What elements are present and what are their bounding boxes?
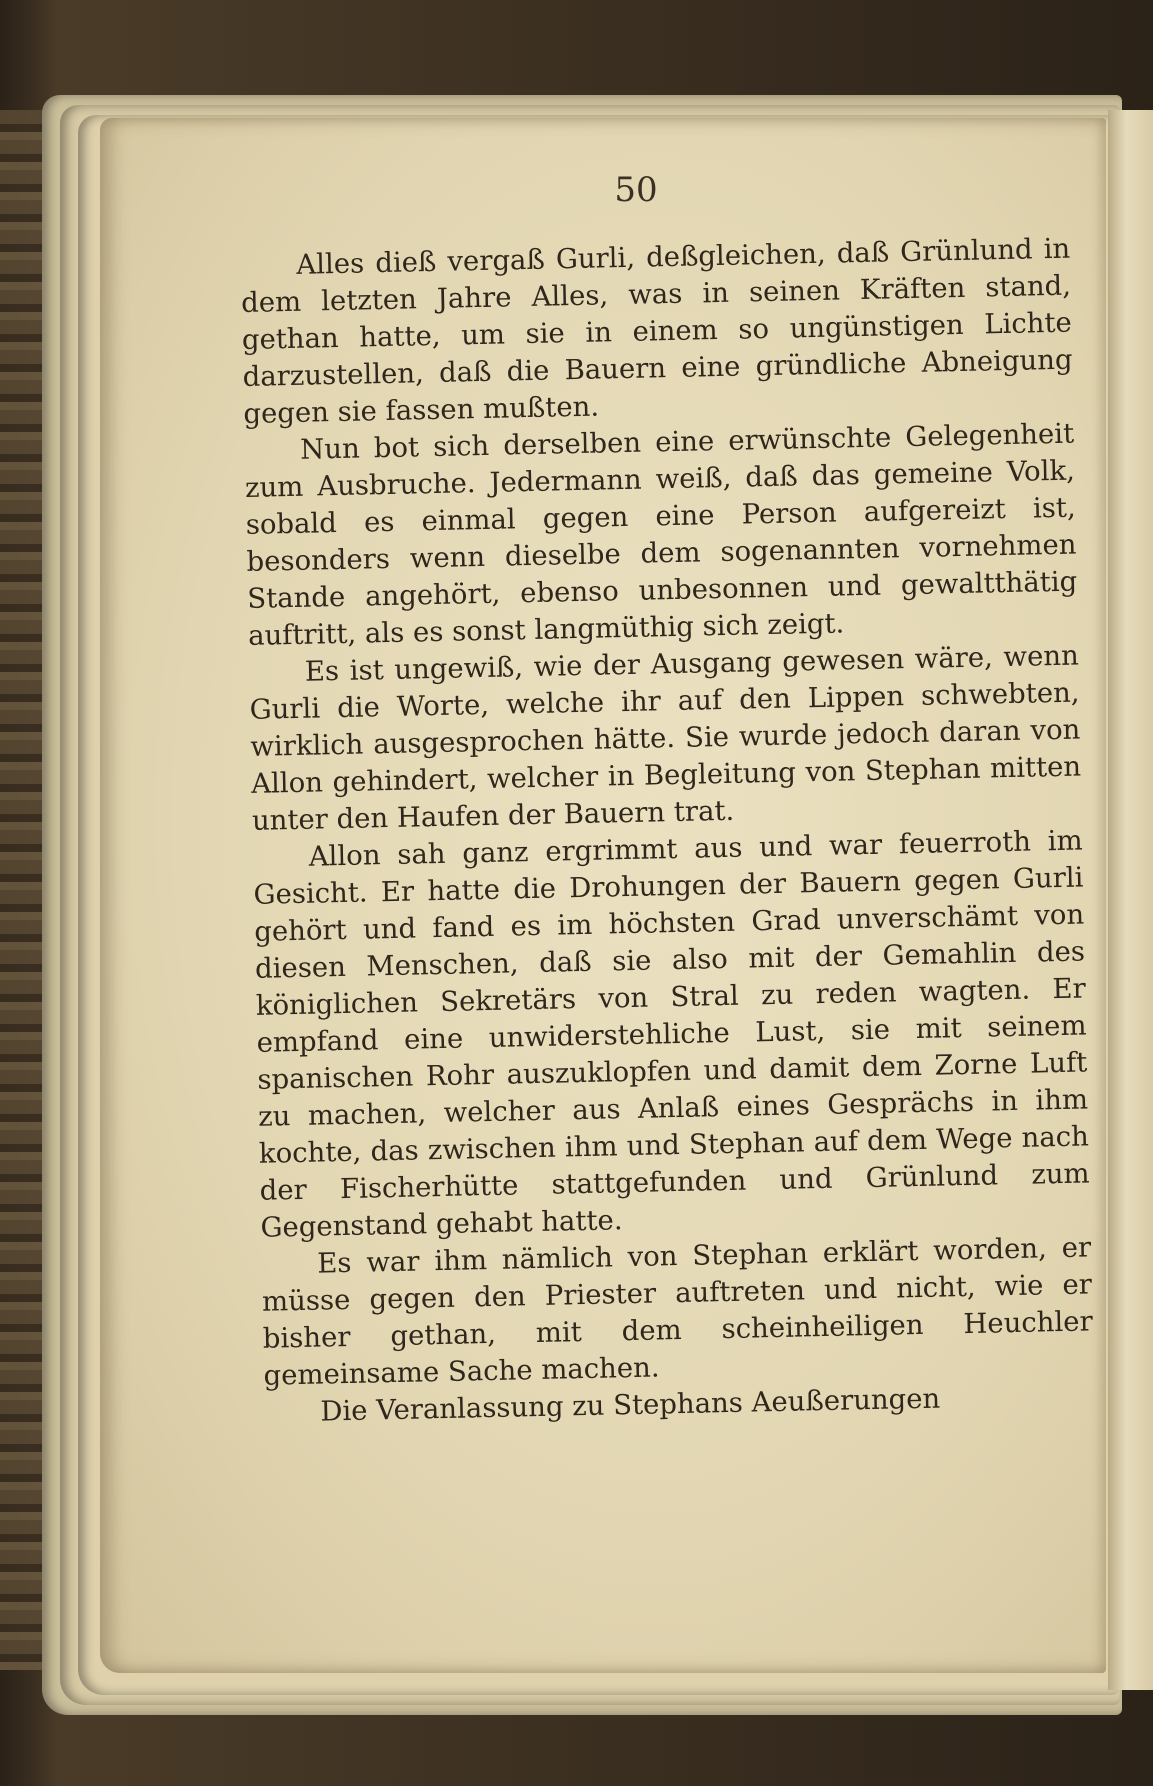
paragraph-6: Die Veranlassung zu Stephans Aeußerungen xyxy=(320,1382,941,1428)
page-number: 50 xyxy=(614,170,658,210)
paragraph-4: Allon sah ganz ergrimmt aus und war feuerroth im Gesicht. Er hatte die Drohungen der Bauern gegen Gurli gehört und fand es im höchsten Grad unverschämt von diesen Menschen, daß sie also mit der Gemahlin des königlichen Sekretärs von Stral zu reden wagten. Er empfand eine unwiderstehliche Lust, sie mit seinem spanischen Rohr auszuklopfen und damit dem Zorne Luft zu machen, welcher aus Anlaß eines Gesprächs in ihm kochte, das zwischen ihm und Stephan auf dem Wege nach der Fischerhütte stattgefunden und Grünlund zum Gegenstand gehabt hatte. xyxy=(253,824,1090,1244)
paragraph-5: Es war ihm nämlich von Stephan erklärt worden, er müsse gegen den Priester auftreten und nicht, wie er bisher gethan, mit dem scheinheiligen Heuchler gemeinsame Sache machen. xyxy=(261,1231,1094,1392)
page-text xyxy=(240,231,1095,1432)
facing-page-edge xyxy=(1108,110,1153,1690)
paragraph-3: Es ist ungewiß, wie der Ausgang gewesen wäre, wenn Gurli die Worte, welche ihr auf den Lippen schwebten, wirklich ausgesprochen hätte. Sie wurde jedoch daran von Allon gehindert, welcher in Begleitung von Stephan mitten unter den Haufen der Bauern trat. xyxy=(249,639,1082,837)
book-spine-edge xyxy=(0,110,48,1670)
paragraph-2: Nun bot sich derselben eine erwünschte Gelegenheit zum Ausbruche. Jedermann weiß, daß das gemeine Volk, sobald es einmal gegen eine Person aufgereizt ist, besonders wenn dieselbe dem sogenannten vornehmen Stande angehört, ebenso unbesonnen und gewaltthätig auftritt, als es sonst langmüthig sich zeigt. xyxy=(244,417,1078,652)
paragraph-1: Alles dieß vergaß Gurli, deßgleichen, daß Grünlund in dem letzten Jahre Alles, was in seinen Kräften stand, gethan hatte, um sie in einem so ungünstigen Lichte darzustellen, daß die Bauern eine gründliche Abneigung gegen sie fassen mußten. xyxy=(240,232,1073,430)
